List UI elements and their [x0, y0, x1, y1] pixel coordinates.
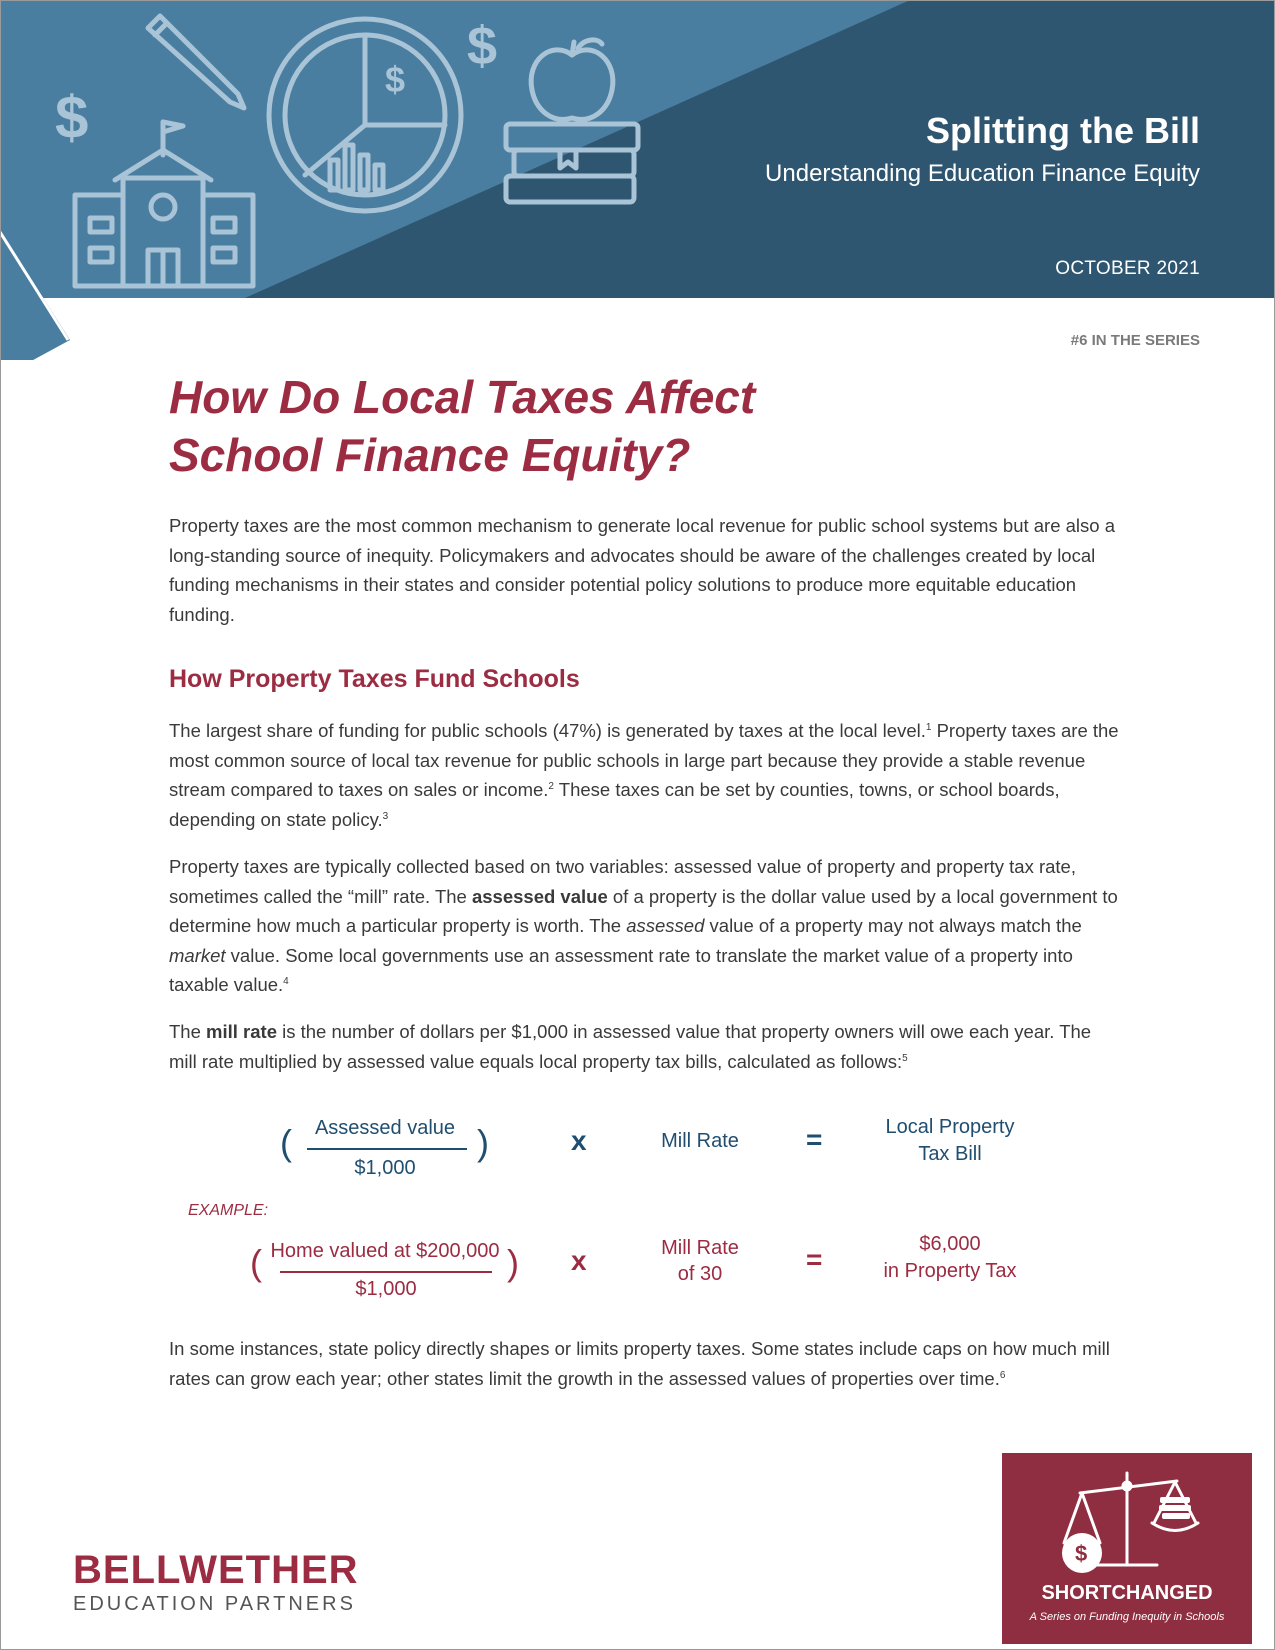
series-number: #6 IN THE SERIES — [1070, 332, 1200, 349]
open-paren: ( — [280, 1122, 292, 1163]
example-equals-sign: = — [806, 1244, 823, 1275]
issue-date: OCTOBER 2021 — [1055, 258, 1200, 279]
series-subtitle: Understanding Education Finance Equity — [765, 160, 1200, 187]
intro-paragraph: Property taxes are the most common mechanism to generate local revenue for public school systems but are also a long-standing source of inequity. Policymakers and advocates should be aware of the challenges created by local funding mechanisms in their states and consider potential policy solutions to produce more equitable education funding. — [169, 515, 1116, 625]
svg-text:$: $ — [55, 84, 89, 151]
paragraph-state-policy — [169, 1334, 1119, 1393]
text-run: These taxes can be set by counties, towns, or school boards, depending on state policy. — [169, 779, 1060, 830]
text-run: The — [169, 1021, 207, 1042]
example-open-paren: ( — [250, 1242, 262, 1283]
example-numerator: Home valued at $200,000 — [270, 1240, 500, 1262]
page-title-line-2: School Finance Equity? — [169, 429, 691, 481]
svg-text:$: $ — [1075, 1541, 1088, 1566]
footnote-ref[interactable]: 1 — [925, 721, 932, 733]
example-result-line-1: $6,000 — [919, 1233, 981, 1255]
paragraph-mill-rate — [169, 1017, 1119, 1076]
paragraph-funding-share — [169, 716, 1119, 834]
page-title — [169, 368, 869, 484]
formula-numerator: Assessed value — [314, 1117, 456, 1139]
example-close-paren: ) — [507, 1242, 519, 1283]
footnote-ref[interactable]: 3 — [382, 810, 389, 822]
footnote-ref[interactable]: 5 — [902, 1052, 908, 1064]
shortchanged-badge — [1002, 1453, 1252, 1644]
example-rate-line-2: of 30 — [677, 1263, 723, 1285]
paragraph-two-variables — [169, 852, 1119, 1000]
badge-title: SHORTCHANGED — [1041, 1582, 1213, 1604]
section-heading: How Property Taxes Fund Schools — [169, 665, 580, 693]
logo-subtitle: EDUCATION PARTNERS — [73, 1593, 356, 1615]
balance-scale-icon — [1002, 1453, 1252, 1583]
example-result-line-2: in Property Tax — [883, 1260, 1017, 1282]
footnote-ref[interactable]: 6 — [999, 1369, 1006, 1381]
formula-result-line-1: Local Property — [885, 1116, 1015, 1138]
dollar-icon — [467, 16, 497, 76]
formula-result-line-2: Tax Bill — [918, 1143, 982, 1165]
text-run: In some instances, state policy directly shapes or limits property taxes. Some states include caps on how much mill rates can grow each year; other states limit the growth in the assessed values of properties over time. — [169, 1338, 1110, 1389]
footnote-ref[interactable]: 4 — [283, 975, 289, 987]
example-fraction-line — [280, 1271, 492, 1273]
series-title: Splitting the Bill — [926, 110, 1200, 151]
text-run: value. Some local governments use an assessment rate to translate the market value of a property into taxable value. — [169, 944, 1073, 995]
text-run: of a property is the dollar value used by a local government to determine how much a particular property is worth. The — [169, 885, 1118, 936]
text-run: Property taxes are typically collected based on two variables: assessed value of property and property tax rate, sometimes called the “mill” rate. The — [169, 856, 1076, 907]
emphasis-market: market — [169, 944, 226, 966]
svg-text:$: $ — [467, 16, 498, 76]
formula-denominator: $1,000 — [354, 1157, 416, 1179]
example-times-sign: x — [571, 1245, 587, 1276]
example-denominator: $1,000 — [355, 1278, 417, 1300]
formula-rate: Mill Rate — [661, 1130, 739, 1152]
equals-sign: = — [806, 1124, 823, 1155]
footnote-ref[interactable]: 2 — [548, 780, 554, 792]
svg-text:$: $ — [385, 59, 406, 100]
emphasis-assessed: assessed — [626, 915, 705, 936]
formula-fraction-line — [307, 1148, 467, 1150]
text-run: value of a property may not always match the — [704, 915, 1082, 936]
badge-tagline: A Series on Funding Inequity in Schools — [1029, 1611, 1225, 1623]
page-title-line-1: How Do Local Taxes Affect — [169, 371, 756, 423]
header-banner — [0, 0, 1275, 360]
dollar-icon — [55, 84, 88, 151]
logo-wordmark: BELLWETHER — [73, 1548, 359, 1592]
term-mill-rate: mill rate — [206, 1021, 277, 1042]
close-paren: ) — [477, 1122, 489, 1163]
times-sign: x — [571, 1125, 587, 1156]
example-label: EXAMPLE: — [188, 1202, 269, 1219]
term-assessed-value: assessed value — [471, 885, 608, 907]
text-run: The largest share of funding for public schools (47%) is generated by taxes at the local level. — [169, 720, 926, 741]
text-run: Property taxes are the most common source of local tax revenue for public schools in large part because they provide a stable revenue stream compared to taxes on sales or income. — [169, 720, 1119, 800]
text-run: is the number of dollars per $1,000 in assessed value that property owners will owe each year. The mill rate multiplied by assessed value equals local property tax bills, calculated as follows: — [169, 1021, 1092, 1072]
example-rate-line-1: Mill Rate — [661, 1237, 739, 1259]
